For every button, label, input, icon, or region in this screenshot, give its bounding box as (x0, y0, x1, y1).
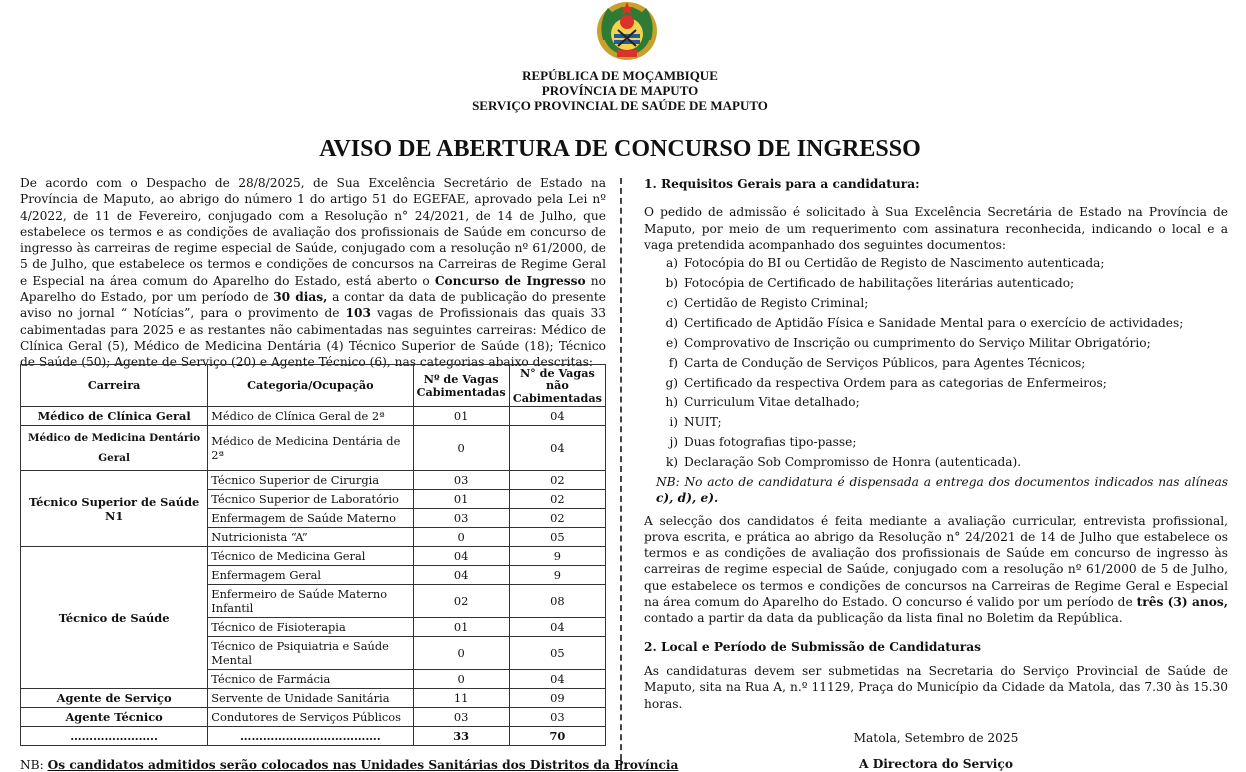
cell-vagas-cab: 0 (413, 426, 509, 471)
list-item (644, 315, 1228, 331)
cell-categoria: Técnico Superior de Laboratório (208, 490, 413, 509)
section2-heading: 2. Local e Período de Submissão de Candidaturas (644, 639, 981, 654)
cell-categoria: Técnico de Farmácia (208, 670, 413, 689)
list-item-letter: i) (669, 415, 678, 430)
section1-heading: 1. Requisitos Gerais para a candidatura: (644, 177, 920, 191)
header-service: SERVIÇO PROVINCIAL DE SAÚDE DE MAPUTO (472, 98, 768, 113)
selection-paragraph (644, 513, 1228, 627)
list-item (644, 255, 1228, 271)
closing-signatory: A Directora do Serviço (859, 757, 1013, 772)
cell-vagas-cab: 03 (413, 509, 509, 528)
header-carreira: Carreira (21, 365, 208, 407)
vacancies-table (20, 364, 606, 746)
list-item-text: Declaração Sob Compromisso de Honra (autenticada). (684, 455, 1022, 470)
section2-text: As candidaturas devem ser submetidas na Secretaria do Serviço Provincial de Saúde de Maputo, sita na Rua A, n.º 11129, Praça do Município da Cidade da Matola, das 7.30 às 15.30 horas. (644, 663, 1228, 711)
cell-categoria: Técnico Superior de Cirurgia (208, 471, 413, 490)
nb-bold: c), d), e). (656, 491, 719, 506)
cell-vagas-cab: 0 (413, 670, 509, 689)
list-item (644, 434, 1228, 450)
cell-vagas-naocab: 03 (509, 708, 605, 727)
cell-vagas-naocab: 04 (509, 618, 605, 637)
list-item-text: NUIT; (684, 415, 722, 430)
selection-text-2: contado a partir da data da publicação da lista final no Boletim da República. (644, 611, 1123, 626)
intro-text-1: De acordo com o Despacho de 28/8/2025, de Sua Excelência Secretário de Estado na Província de Maputo, ao abrigo do número 1 do artigo 51 do EGEFAE, aprovado pela Lei nº 4/2022, de 11 de Fevereiro, conjugado com a Resolução n° 24/2021, de 14 de Julho, que estabelece os termos e as condições de avaliação dos profissionais de Saúde em concurso de ingresso às carreiras de regime especial de Saúde, conjugado com a resolução nº 61/2000, de 5 de Julho, que estabelece os termos e condições de concursos na Carreiras de Regime Geral e Especial na área comum do Aparelho do Estado, está aberto o (20, 176, 606, 288)
requirements-list (644, 255, 1228, 470)
cell-vagas-naocab: 02 (509, 471, 605, 490)
list-item-letter: c) (666, 295, 678, 310)
cell-vagas-cab: 0 (413, 528, 509, 547)
table-row (21, 689, 606, 708)
cell-vagas-cab: 03 (413, 471, 509, 490)
total-vagas-naocab: 70 (509, 727, 605, 746)
footnote-prefix: NB: (20, 758, 48, 772)
section1-intro: O pedido de admissão é solicitado à Sua Excelência Secretária de Estado na Província de Maputo, por meio de um requerimento com assinatura reconhecida, indicando o local e a vaga pretendida acompanhado dos seguintes documentos: (644, 205, 1228, 252)
cell-vagas-naocab: 04 (509, 407, 605, 426)
list-item-text: Curriculum Vitae detalhado; (684, 395, 860, 410)
list-item-text: Comprovativo de Inscrição ou cumprimento do Serviço Militar Obrigatório; (684, 335, 1151, 350)
column-divider (620, 178, 622, 770)
table-footnote (20, 758, 679, 772)
list-item-text: Carta de Condução de Serviços Públicos, para Agentes Técnicos; (684, 355, 1086, 370)
total-carreira: ………………….. (21, 727, 208, 746)
list-item (644, 375, 1228, 391)
list-item (644, 335, 1228, 351)
table-total-row (21, 727, 606, 746)
list-item-letter: b) (665, 276, 678, 291)
list-item-letter: f) (668, 355, 678, 370)
nb-text: NB: No acto de candidatura é dispensada a entrega dos documentos indicados nas alíneas (656, 474, 1228, 489)
table-header-row (21, 365, 606, 407)
cell-categoria: Técnico de Medicina Geral (208, 547, 413, 566)
list-item-text: Certificado da respectiva Ordem para as categorias de Enfermeiros; (684, 375, 1107, 390)
left-column (20, 175, 606, 371)
cell-vagas-cab: 03 (413, 708, 509, 727)
cell-categoria: Técnico de Psiquiatria e Saúde Mental (208, 637, 413, 670)
cell-carreira: Agente Técnico (21, 708, 208, 727)
cell-vagas-naocab: 9 (509, 547, 605, 566)
list-item (644, 275, 1228, 291)
intro-bold-vacancies: 103 (345, 306, 371, 321)
cell-categoria: Técnico de Fisioterapia (208, 618, 413, 637)
cell-carreira: Técnico de Saúde (21, 547, 208, 689)
cell-categoria: Enfermagem de Saúde Materno (208, 509, 413, 528)
table-row (21, 471, 606, 490)
cell-vagas-cab: 04 (413, 566, 509, 585)
header-categoria: Categoria/Ocupação (208, 365, 413, 407)
table-row (21, 708, 606, 727)
cell-categoria: Médico de Medicina Dentária de 2ª (208, 426, 413, 471)
header-vagas-naocab: N° de Vagas não Cabimentadas (509, 365, 605, 407)
table-body (21, 407, 606, 746)
list-item (644, 295, 1228, 311)
list-item (644, 414, 1228, 430)
cell-categoria: Condutores de Serviços Públicos (208, 708, 413, 727)
right-column (644, 174, 1228, 772)
list-item-text: Certidão de Registo Criminal; (684, 295, 869, 310)
list-item (644, 394, 1228, 410)
cell-vagas-naocab: 9 (509, 566, 605, 585)
cell-vagas-cab: 01 (413, 407, 509, 426)
section1-nb (644, 474, 1228, 507)
document-header (300, 68, 940, 113)
cell-carreira: Agente de Serviço (21, 689, 208, 708)
list-item-text: Fotocópia de Certificado de habilitações literárias autenticado; (684, 276, 1075, 291)
cell-categoria: Enfermeiro de Saúde Materno Infantil (208, 585, 413, 618)
list-item (644, 454, 1228, 470)
cell-vagas-naocab: 04 (509, 426, 605, 471)
list-item-letter: a) (665, 256, 678, 271)
selection-text-1: A selecção dos candidatos é feita mediante a avaliação curricular, entrevista profissional, prova escrita, e prática ao abrigo da Resolução n° 24/2021 de 14 de Julho que estabelece os termos e as condições de avaliação dos profissionais de Saúde em concurso de ingresso às carreiras de regime especial de Saúde, conjugado com a resolução nº 61/2000 de 5 de Julho, que estabelece os termos e condições de concursos na Carreiras de Regime Geral e Especial na área comum do Aparelho do Estado. O concurso é valido por um período de (644, 513, 1228, 610)
cell-categoria: Enfermagem Geral (208, 566, 413, 585)
list-item-text: Certificado de Aptidão Física e Sanidade Mental para o exercício de actividades; (684, 315, 1184, 330)
table-row (21, 547, 606, 566)
cell-carreira: Médico de Clínica Geral (21, 407, 208, 426)
header-vagas-cab: Nº de Vagas Cabimentadas (413, 365, 509, 407)
cell-vagas-cab: 0 (413, 637, 509, 670)
cell-categoria: Servente de Unidade Sanitária (208, 689, 413, 708)
table-row (21, 407, 606, 426)
footnote-text: Os candidatos admitidos serão colocados nas Unidades Sanitárias dos Distritos da Província (47, 758, 679, 772)
cell-vagas-naocab: 05 (509, 528, 605, 547)
cell-vagas-naocab: 09 (509, 689, 605, 708)
intro-bold-days: 30 dias, (273, 290, 328, 305)
cell-vagas-cab: 02 (413, 585, 509, 618)
list-item-text: Duas fotografias tipo-passe; (684, 435, 857, 450)
selection-bold: três (3) anos, (1136, 595, 1228, 610)
intro-bold-concurso: Concurso de Ingresso (434, 273, 586, 288)
cell-vagas-naocab: 02 (509, 509, 605, 528)
cell-vagas-cab: 01 (413, 618, 509, 637)
intro-text-4: vagas de Profissionais das quais 33 cabimentadas para 2025 e as restantes não cabimentadas nas seguintes carreiras: Médico de Clínica Geral (5), Médico de Medicina Dentária (4) Técnico Superior de Saúde (18); Técnico de Saúde (50); Agente de Serviço (20) e Agente Técnico (6), nas categorias abaixo descritas: (20, 306, 606, 370)
cell-vagas-cab: 04 (413, 547, 509, 566)
intro-text-3: a contar da data de publicação do presente aviso no jornal “ Notícias”, para o provimento de (20, 290, 607, 321)
list-item (644, 355, 1228, 371)
intro-text-2: no Aparelho do Estado, por um período de (20, 273, 606, 305)
table-row (21, 426, 606, 471)
cell-vagas-naocab: 04 (509, 670, 605, 689)
cell-carreira: Médico de Medicina Dentário Geral (21, 426, 208, 471)
cell-vagas-cab: 01 (413, 490, 509, 509)
list-item-letter: j) (669, 435, 678, 450)
total-vagas-cab: 33 (413, 727, 509, 746)
intro-paragraph (20, 175, 606, 371)
cell-vagas-naocab: 05 (509, 637, 605, 670)
cell-vagas-cab: 11 (413, 689, 509, 708)
list-item-letter: h) (665, 395, 678, 410)
mozambique-coat-of-arms-icon (588, 0, 666, 62)
cell-vagas-naocab: 02 (509, 490, 605, 509)
header-republic: REPÚBLICA DE MOÇAMBIQUE (522, 68, 718, 83)
cell-carreira: Técnico Superior de Saúde N1 (21, 471, 208, 547)
list-item-letter: e) (666, 335, 678, 350)
total-categoria: ………………………………. (208, 727, 413, 746)
closing-place-date: Matola, Setembro de 2025 (853, 730, 1019, 745)
list-item-letter: g) (665, 375, 678, 390)
cell-vagas-naocab: 08 (509, 585, 605, 618)
cell-categoria: Médico de Clínica Geral de 2ª (208, 407, 413, 426)
list-item-letter: d) (665, 315, 678, 330)
list-item-text: Fotocópia do BI ou Certidão de Registo de Nascimento autenticada; (684, 256, 1105, 271)
cell-categoria: Nutricionista “A” (208, 528, 413, 547)
list-item-letter: k) (665, 455, 678, 470)
header-province: PROVÍNCIA DE MAPUTO (541, 83, 699, 98)
document-title: AVISO DE ABERTURA DE CONCURSO DE INGRESSO (319, 136, 921, 162)
